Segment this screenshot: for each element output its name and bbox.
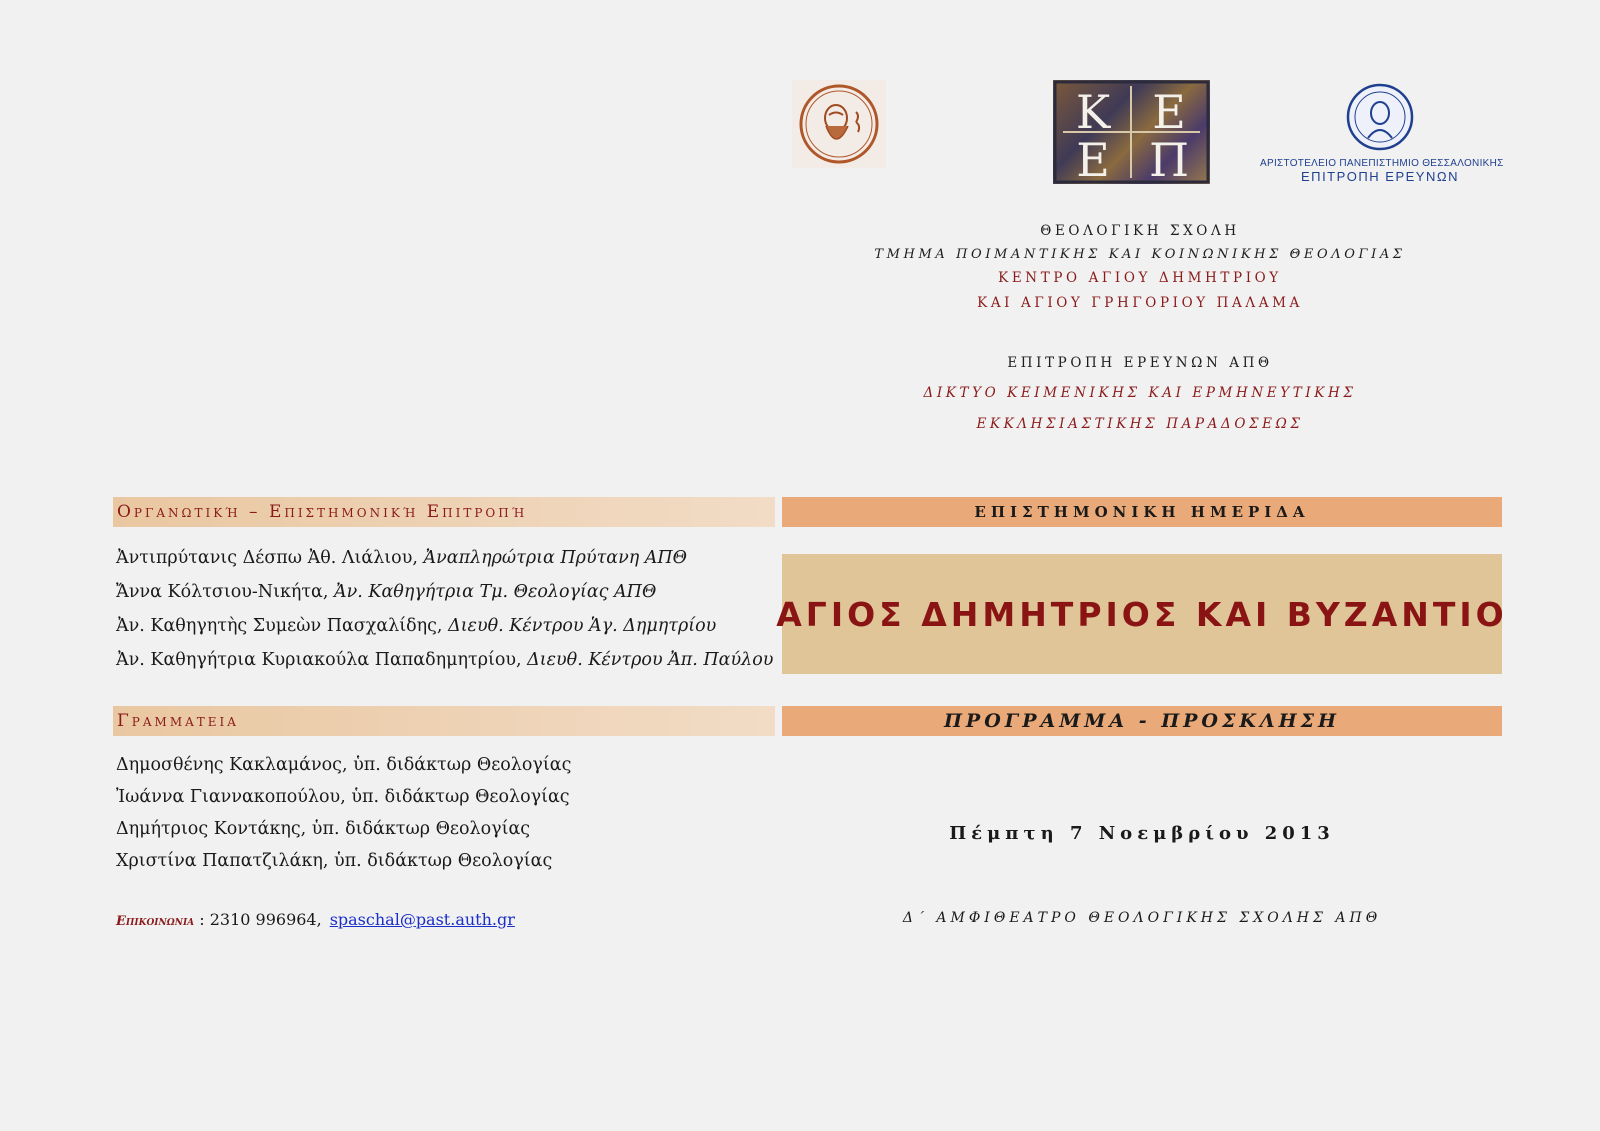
program-invitation-banner: ΠΡΟΓΡΑΜΜΑ - ΠΡΟΣΚΛΗΣΗ bbox=[782, 706, 1502, 736]
saint-portrait-coin-icon bbox=[796, 82, 882, 166]
kep-letter-2: Ε bbox=[1152, 85, 1186, 139]
secretariat-member: Χριστίνα Παπατζιλάκη, ὑπ. διδάκτωρ Θεολογίας bbox=[116, 851, 553, 871]
secretariat-member: Ἰωάννα Γιαννακοπούλου, ὑπ. διδάκτωρ Θεολογίας bbox=[116, 787, 570, 807]
contact-label: Επικοινωνια bbox=[116, 914, 195, 929]
auth-research-committee-logo bbox=[1260, 82, 1504, 186]
center-name-line2: ΚΑΙ ΑΓΙΟΥ ΓΡΗΓΟΡΙΟΥ ΠΑΛΑΜΑ bbox=[977, 295, 1303, 311]
center-name-line1: ΚΕΝΤΡΟ ΑΓΙΟΥ ΔΗΜΗΤΡΙΟΥ bbox=[998, 270, 1282, 286]
committee-member: Ἀν. Καθηγήτρια Κυριακούλα Παπαδημητρίου, Διευθ. Κέντρου Ἀπ. Παύλου bbox=[116, 650, 774, 670]
event-type-banner: ΕΠΙΣΤΗΜΟΝΙΚΗ ΗΜΕΡΙΔΑ bbox=[782, 497, 1502, 527]
contact-phone: 2310 996964, bbox=[209, 910, 322, 929]
kep-letter-3: Ε bbox=[1076, 133, 1110, 184]
secretariat-heading: Γραμματεια bbox=[113, 706, 775, 736]
department-name: ΤΜΗΜΑ ΠΟΙΜΑΝΤΙΚΗΣ ΚΑΙ ΚΟΙΝΩΝΙΚΗΣ ΘΕΟΛΟΓΙΑΣ bbox=[874, 247, 1406, 262]
event-venue: Δ΄ ΑΜΦΙΘΕΑΤΡΟ ΘΕΟΛΟΓΙΚΗΣ ΣΧΟΛΗΣ ΑΠΘ bbox=[902, 910, 1382, 926]
network-name-line1: ΔΙΚΤΥΟ ΚΕΙΜΕΝΙΚΗΣ ΚΑΙ ΕΡΜΗΝΕΥΤΙΚΗΣ bbox=[923, 385, 1357, 401]
contact-email-link[interactable]: spaschal@past.auth.gr bbox=[329, 910, 515, 929]
contact-line bbox=[116, 910, 515, 929]
committee-member: Ἀν. Καθηγητὴς Συμεὼν Πασχαλίδης, Διευθ. Κέντρου Ἁγ. Δημητρίου bbox=[116, 616, 717, 636]
auth-university-name: ΑΡΙΣΤΟΤΕΛΕΙΟ ΠΑΝΕΠΙΣΤΗΜΙΟ ΘΕΣΣΑΛΟΝΙΚΗΣ bbox=[1260, 158, 1504, 169]
kep-mosaic-logo bbox=[1053, 80, 1210, 184]
event-date: Πέμπτη 7 Νοεμβρίου 2013 bbox=[949, 823, 1335, 844]
committee-member: Ἄννα Κόλτσιου-Νικήτα, Ἀν. Καθηγήτρια Τμ. Θεολογίας ΑΠΘ bbox=[116, 582, 657, 602]
secretariat-member: Δημοσθένης Κακλαμάνος, ὑπ. διδάκτωρ Θεολογίας bbox=[116, 755, 572, 775]
network-name-line2: ΕΚΚΛΗΣΙΑΣΤΙΚΗΣ ΠΑΡΑΔΟΣΕΩΣ bbox=[976, 416, 1304, 432]
event-title-box bbox=[776, 554, 1508, 674]
kep-letter-1: Κ bbox=[1075, 85, 1111, 139]
kep-letter-4: Π bbox=[1148, 133, 1190, 184]
organizing-committee-heading: Οργανωτική – Επιστημονική Επιτροπή bbox=[113, 497, 775, 527]
committee-member: Ἀντιπρύτανις Δέσπω Ἀθ. Λιάλιου, Ἀναπληρώτρια Πρύτανη ΑΠΘ bbox=[116, 548, 688, 568]
secretariat-member: Δημήτριος Κοντάκης, ὑπ. διδάκτωρ Θεολογίας bbox=[116, 819, 531, 839]
saint-portrait-coin-logo bbox=[792, 80, 886, 168]
research-committee: ΕΠΙΤΡΟΠΗ ΕΡΕΥΝΩΝ ΑΠΘ bbox=[1007, 355, 1273, 371]
event-title: ΑΓΙΟΣ ΔΗΜΗΤΡΙΟΣ ΚΑΙ ΒΥΖΑΝΤΙΟ bbox=[776, 594, 1508, 634]
auth-committee-name: ΕΠΙΤΡΟΠΗ ΕΡΕΥΝΩΝ bbox=[1301, 169, 1459, 184]
school-name: ΘΕΟΛΟΓΙΚΗ ΣΧΟΛΗ bbox=[1040, 223, 1240, 239]
auth-seal-icon bbox=[1345, 82, 1415, 152]
contact-separator: : bbox=[194, 910, 210, 929]
